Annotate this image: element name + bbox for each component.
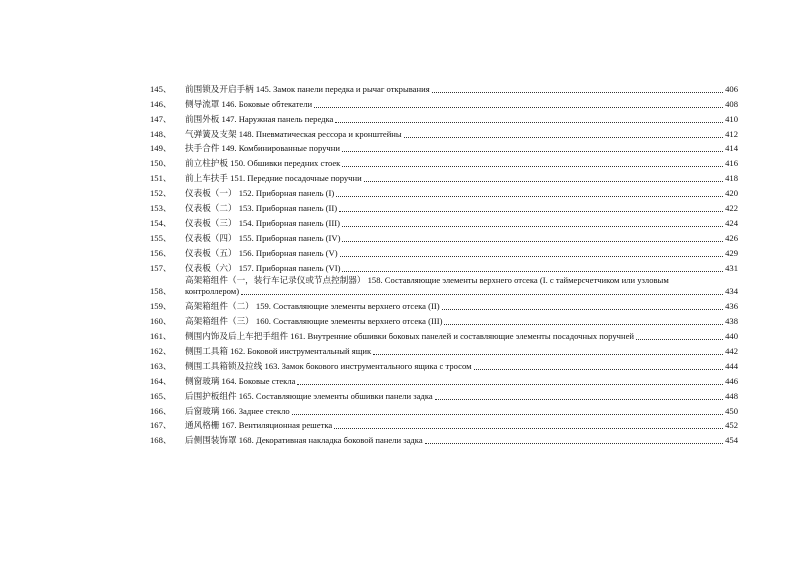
- toc-entry-line: [185, 173, 738, 184]
- toc-entry-number: 166、: [150, 405, 172, 416]
- toc-entry-number: 153、: [150, 203, 172, 214]
- toc-entry-line: [185, 114, 738, 125]
- toc-entry-number: 148、: [150, 128, 172, 139]
- toc-entry: [150, 373, 738, 388]
- dot-leader: [342, 271, 723, 272]
- toc-entry-body: [185, 84, 738, 95]
- toc-entry-title: 前立柱护板 150. Обшивки передних стоек: [185, 158, 341, 169]
- toc-entry-page: 429: [725, 247, 738, 258]
- toc-entry: [150, 358, 738, 373]
- dot-leader: [297, 384, 723, 385]
- toc-entry-title: 前围外板 147. Наружная панель передка: [185, 113, 334, 124]
- toc-entry-page: 446: [725, 375, 738, 386]
- toc-entry-line: [185, 263, 738, 274]
- toc-entry: [150, 170, 738, 185]
- toc-entry-page: 442: [725, 345, 738, 356]
- toc-entry-page: 420: [725, 188, 738, 199]
- dot-leader: [336, 196, 723, 197]
- toc-entry-number: 160、: [150, 316, 172, 327]
- toc-entry: [150, 200, 738, 215]
- toc-entry: [150, 230, 738, 245]
- dot-leader: [442, 309, 724, 310]
- toc-entry-page: 408: [725, 98, 738, 109]
- toc-entry-body: [185, 173, 738, 184]
- toc-entry-line: [185, 361, 738, 372]
- dot-leader: [339, 211, 723, 212]
- toc-entry-body: [185, 391, 738, 402]
- toc-entry-number: 168、: [150, 435, 172, 446]
- toc-entry-line: [185, 301, 738, 312]
- toc-entry-body: [185, 188, 738, 199]
- toc-entry-title: 侧围内饰及后上车把手组件 161. Внутренние обшивки боковых панелей и составляющие элементы посадочных поручней: [185, 331, 634, 342]
- toc-entry-line: [185, 218, 738, 229]
- toc-entry-body: [185, 203, 738, 214]
- toc-entry: [150, 313, 738, 328]
- toc-entry-line: [185, 286, 738, 297]
- toc-entry-line: [185, 99, 738, 110]
- dot-leader: [340, 256, 724, 257]
- dot-leader: [364, 181, 723, 182]
- toc-entry-number: 147、: [150, 113, 172, 124]
- toc-entry-page: 406: [725, 83, 738, 94]
- dot-leader: [636, 339, 723, 340]
- toc-entry-body: [185, 143, 738, 154]
- toc-entry: [150, 432, 738, 447]
- toc-entry-body: [185, 263, 738, 274]
- dot-leader: [435, 399, 723, 400]
- toc-entry-title: 侧围工具箱锁及拉线 163. Замок бокового инструментального ящика с тросом: [185, 360, 472, 371]
- toc-entry-page: 444: [725, 360, 738, 371]
- toc-entry-title: 后窗玻璃 166. Заднее стекло: [185, 405, 290, 416]
- dot-leader: [292, 414, 723, 415]
- toc-entry-body: [185, 248, 738, 259]
- toc-entry-page: 422: [725, 203, 738, 214]
- toc-entry: [150, 328, 738, 343]
- toc-entry-title: 前围锁及开启手柄 145. Замок панели передка и рычаг открывания: [185, 83, 430, 94]
- toc-entry-line: [185, 84, 738, 95]
- toc-entry-title-continued: контроллером): [185, 286, 240, 297]
- toc-entry-number: 163、: [150, 360, 172, 371]
- dot-leader: [342, 226, 723, 227]
- toc-entry-title: 仪表板（三） 154. Приборная панель (III): [185, 217, 340, 228]
- toc-entry-number: 165、: [150, 390, 172, 401]
- dot-leader: [432, 92, 723, 93]
- toc-entry-number: 155、: [150, 232, 172, 243]
- toc-entry-page: 438: [725, 316, 738, 327]
- toc-entry-body: [185, 218, 738, 229]
- toc-entry-number: 164、: [150, 375, 172, 386]
- toc-entry-title: 后围护板组件 165. Составляющие элементы обшивки панели задка: [185, 390, 433, 401]
- toc-entry-number: 158、: [150, 286, 172, 297]
- toc-entry: [150, 141, 738, 156]
- dot-leader: [474, 369, 724, 370]
- toc-entry: [150, 418, 738, 433]
- dot-leader: [404, 137, 723, 138]
- toc-entry-line: [185, 406, 738, 417]
- toc-entry-page: 416: [725, 158, 738, 169]
- toc-entry-page: 431: [725, 262, 738, 273]
- dot-leader: [342, 151, 723, 152]
- toc-entry-number: 149、: [150, 143, 172, 154]
- toc-entry-title: 仪表板（一） 152. Приборная панель (I): [185, 188, 335, 199]
- toc-entry: [150, 185, 738, 200]
- toc-entry-title: 高架箱组件（一，装行车记录仪或节点控制器） 158. Составляющие элементы верхнего отсека (I. с таймерсчетчиком или узловым: [185, 275, 669, 286]
- toc-entry-number: 145、: [150, 83, 172, 94]
- toc-entry-body: [185, 129, 738, 140]
- toc-entry-title: 后侧围装饰罩 168. Декоративная накладка боковой панели задка: [185, 435, 423, 446]
- toc-entry-line: [185, 391, 738, 402]
- toc-entry-number: 161、: [150, 331, 172, 342]
- toc-entry-title: 仪表板（四） 155. Приборная панель (IV): [185, 232, 341, 243]
- toc-entry-title: 仪表板（五） 156. Приборная панель (V): [185, 247, 338, 258]
- toc-entry-title: 侧围工具箱 162. Боковой инструментальный ящик: [185, 345, 372, 356]
- toc-entry-line: [185, 129, 738, 140]
- toc-entry-body: [185, 420, 738, 431]
- toc-entry-title: 高架箱组件（二） 159. Составляющие элементы верхнего отсека (II): [185, 301, 440, 312]
- toc-entry: [150, 388, 738, 403]
- toc-entry: [150, 96, 738, 111]
- toc-entry-title: 仪表板（六） 157. Приборная панель (VI): [185, 262, 341, 273]
- toc-entry-body: [185, 99, 738, 110]
- toc-entry-title: 侧导流罩 146. Боковые обтекатели: [185, 98, 313, 109]
- toc-entry: [150, 245, 738, 260]
- toc-entry-number: 159、: [150, 301, 172, 312]
- toc-entry-line: [185, 158, 738, 169]
- toc-entry: [150, 260, 738, 275]
- toc-entry-body: [185, 158, 738, 169]
- toc-entry-page: 426: [725, 232, 738, 243]
- dot-leader: [425, 443, 723, 444]
- toc-entry-page: 414: [725, 143, 738, 154]
- toc-entry-page: 434: [725, 286, 738, 297]
- dot-leader: [314, 107, 723, 108]
- toc-entry-line: [185, 346, 738, 357]
- dot-leader: [342, 166, 723, 167]
- toc-entry-number: 154、: [150, 217, 172, 228]
- toc-entry-page: 424: [725, 217, 738, 228]
- toc-entry-page: 452: [725, 420, 738, 431]
- toc-entry: [150, 275, 738, 299]
- toc-entry-body: [185, 346, 738, 357]
- toc-entry: [150, 343, 738, 358]
- toc-entry-line: [185, 376, 738, 387]
- dot-leader: [342, 241, 723, 242]
- toc-entry-page: 448: [725, 390, 738, 401]
- toc-entry-body: [185, 233, 738, 244]
- toc-entry-line: [185, 435, 738, 446]
- dot-leader: [373, 354, 723, 355]
- toc-entry-title: 侧窗玻璃 164. Боковые стекла: [185, 375, 296, 386]
- toc-entry-line: [185, 420, 738, 431]
- toc-entry-number: 156、: [150, 247, 172, 258]
- toc-entry-number: 146、: [150, 98, 172, 109]
- toc-entry-body: [185, 435, 738, 446]
- toc-entry-title: 扶手合件 149. Комбинированные поручни: [185, 143, 340, 154]
- toc-entry-number: 152、: [150, 188, 172, 199]
- toc-entry-number: 162、: [150, 345, 172, 356]
- toc-entry-body: [185, 301, 738, 312]
- dot-leader: [335, 122, 723, 123]
- toc-entry-line: [185, 188, 738, 199]
- toc-entry-page: 418: [725, 173, 738, 184]
- toc-entry-line: [185, 203, 738, 214]
- toc-entry-number: 167、: [150, 420, 172, 431]
- toc-entry-body: [185, 331, 738, 342]
- toc-entry-body: [185, 316, 738, 327]
- toc-entry: [150, 126, 738, 141]
- toc-entry-body: [185, 376, 738, 387]
- toc-entry-body: [185, 114, 738, 125]
- toc-entry-page: 440: [725, 331, 738, 342]
- dot-leader: [444, 324, 723, 325]
- toc-entry-number: 157、: [150, 262, 172, 273]
- toc-entry-title: 高架箱组件（三） 160. Составляющие элементы верхнего отсека (III): [185, 316, 443, 327]
- toc-entry-line: [185, 248, 738, 259]
- toc-entry: [150, 155, 738, 170]
- toc-entry: [150, 81, 738, 96]
- toc-entry-page: 410: [725, 113, 738, 124]
- toc-entry-page: 412: [725, 128, 738, 139]
- toc-entry-line: [185, 316, 738, 327]
- toc-entry-page: 454: [725, 435, 738, 446]
- toc-entry-body: [185, 406, 738, 417]
- toc-entry-line: [185, 143, 738, 154]
- toc-entry-title: 前上车扶手 151. Передние посадочные поручни: [185, 173, 362, 184]
- toc-entry-line: [185, 233, 738, 244]
- toc-entry-number: 150、: [150, 158, 172, 169]
- dot-leader: [241, 294, 723, 295]
- toc-entry-line: [185, 331, 738, 342]
- toc-entry-body: [185, 361, 738, 372]
- toc-entry-body: [185, 275, 738, 297]
- toc-entry-title: 通风格栅 167. Вентиляционная решетка: [185, 420, 333, 431]
- toc-entry-page: 436: [725, 301, 738, 312]
- toc-entry: [150, 298, 738, 313]
- toc-entry: [150, 403, 738, 418]
- toc-entry: [150, 215, 738, 230]
- toc-entry-number: 151、: [150, 173, 172, 184]
- table-of-contents: [150, 81, 738, 447]
- dot-leader: [334, 428, 723, 429]
- toc-entry-title: 气弹簧及支架 148. Пневматическая рессора и кронштейны: [185, 128, 402, 139]
- toc-entry: [150, 111, 738, 126]
- toc-entry-title: 仪表板（二） 153. Приборная панель (II): [185, 203, 338, 214]
- toc-entry-page: 450: [725, 405, 738, 416]
